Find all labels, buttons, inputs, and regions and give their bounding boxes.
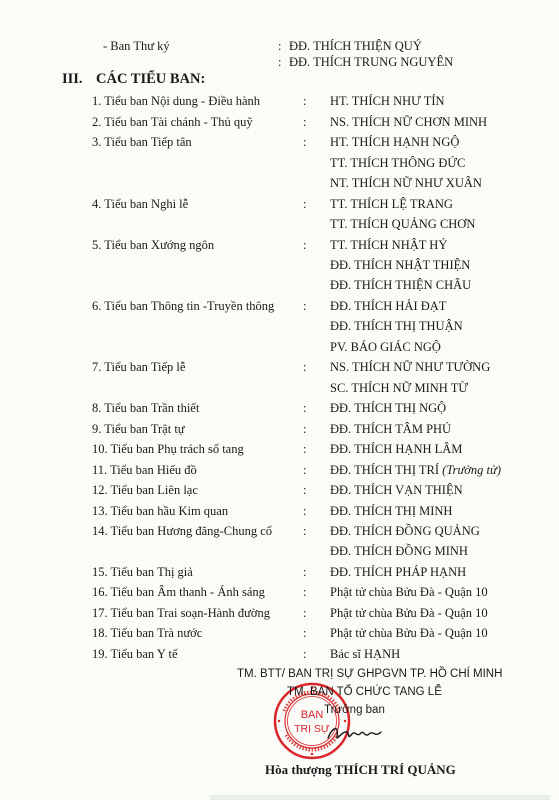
secretary-label: - Ban Thư ký bbox=[103, 39, 170, 53]
committee-member bbox=[330, 237, 447, 253]
committee-member bbox=[330, 318, 463, 334]
member-name: ĐĐ. THÍCH TÂM PHÚ bbox=[330, 421, 452, 436]
seal-text-line1: BAN bbox=[300, 709, 324, 721]
committee-member bbox=[330, 339, 441, 355]
committee-label: 15. Tiểu ban Thị giả bbox=[92, 564, 193, 579]
member-name: NS. THÍCH NỮ CHƠN MINH bbox=[330, 114, 488, 129]
committee-label: 11. Tiểu ban Hiếu đồ bbox=[92, 462, 197, 477]
committee-member bbox=[330, 482, 463, 498]
member-name: ĐĐ. THÍCH THIỆN CHÂU bbox=[330, 278, 472, 293]
colon: : bbox=[303, 524, 307, 539]
colon: : bbox=[303, 135, 307, 150]
secretary-member: ĐĐ. THÍCH TRUNG NGUYÊN bbox=[289, 55, 454, 69]
colon: : bbox=[303, 462, 307, 477]
colon: : bbox=[303, 299, 307, 313]
member-name: HT. THÍCH NHƯ TÍN bbox=[330, 94, 445, 108]
member-name: HT. THÍCH HẠNH NGỘ bbox=[330, 135, 460, 150]
committee-member bbox=[330, 421, 451, 437]
member-name: ĐĐ. THÍCH PHÁP HẠNH bbox=[330, 564, 467, 579]
member-name: TT. THÍCH THÔNG ĐỨC bbox=[330, 155, 466, 170]
colon: : bbox=[303, 114, 307, 129]
member-note: (Trưởng tử) bbox=[442, 462, 502, 477]
member-name: ĐĐ. THÍCH THỊ MINH bbox=[330, 503, 453, 518]
member-name: PV. BÁO GIÁC NGỘ bbox=[330, 339, 441, 354]
committee-label: 16. Tiểu ban Âm thanh - Ánh sáng bbox=[92, 585, 265, 600]
committee-member bbox=[330, 298, 446, 314]
member-name: SC. THÍCH NỮ MINH TỪ bbox=[330, 380, 469, 395]
committee-label: 2. Tiểu ban Tài chánh - Thủ quỹ bbox=[92, 114, 253, 129]
section-title: CÁC TIỂU BAN: bbox=[96, 71, 206, 87]
committee-member bbox=[330, 257, 470, 273]
committee-member bbox=[330, 605, 488, 621]
committee-member bbox=[330, 134, 459, 150]
committee-member bbox=[330, 625, 488, 641]
committee-label: 18. Tiểu ban Trà nước bbox=[92, 626, 203, 641]
page-edge bbox=[210, 795, 550, 800]
colon: : bbox=[303, 360, 307, 375]
member-name: Phật tử chùa Bửu Đà - Quận 10 bbox=[330, 605, 488, 620]
member-name: ĐĐ. THÍCH THỊ THUẬN bbox=[330, 319, 463, 334]
committee-member bbox=[330, 359, 490, 375]
member-name: NS. THÍCH NỮ NHƯ TƯỜNG bbox=[330, 360, 491, 375]
committee-member bbox=[330, 503, 452, 519]
member-name: ĐĐ. THÍCH HẠNH LÂM bbox=[330, 442, 463, 457]
member-name: ĐĐ. THÍCH ĐỒNG MINH bbox=[330, 544, 468, 559]
committee-member bbox=[330, 646, 400, 662]
member-name: Phật tử chùa Bửu Đà - Quận 10 bbox=[330, 626, 488, 641]
committee-label: 4. Tiểu ban Nghi lễ bbox=[92, 196, 189, 211]
committee-label: 3. Tiểu ban Tiếp tân bbox=[92, 135, 192, 150]
committee-member bbox=[330, 277, 471, 293]
committee-label: 13. Tiểu ban hầu Kim quan bbox=[92, 503, 229, 518]
section-number: III. bbox=[62, 71, 83, 87]
member-name: TT. THÍCH LỆ TRANG bbox=[330, 196, 453, 211]
colon: : bbox=[303, 237, 307, 252]
committee-label: 7. Tiểu ban Tiếp lễ bbox=[92, 360, 186, 375]
committee-member bbox=[330, 93, 445, 109]
committee-label: 19. Tiểu ban Y tế bbox=[92, 646, 178, 661]
member-name: ĐĐ. THÍCH VẠN THIỆN bbox=[330, 483, 463, 498]
signature-line-1: TM. BTT/ BAN TRỊ SỰ GHPGVN TP. HỒ CHÍ MINH bbox=[237, 668, 503, 680]
seal-text-line2: TRỊ SỰ bbox=[294, 723, 330, 735]
committee-member bbox=[330, 523, 480, 539]
colon: : bbox=[303, 626, 307, 641]
committee-member bbox=[330, 441, 462, 457]
member-name: ĐĐ. THÍCH ĐỒNG QUẢNG bbox=[330, 524, 480, 539]
committee-member bbox=[330, 196, 453, 212]
section-heading bbox=[62, 71, 205, 88]
member-name: TT. THÍCH QUẢNG CHƠN bbox=[330, 217, 476, 231]
committee-label: 10. Tiểu ban Phụ trách sổ tang bbox=[92, 442, 244, 457]
member-name: Phật tử chùa Bửu Đà - Quận 10 bbox=[330, 585, 488, 600]
colon: : bbox=[303, 503, 307, 518]
committee-member bbox=[330, 564, 466, 580]
committee-label: 5. Tiểu ban Xướng ngôn bbox=[92, 237, 215, 252]
committee-label: 12. Tiểu ban Liên lạc bbox=[92, 483, 198, 498]
committee-member bbox=[330, 175, 482, 191]
committee-member bbox=[330, 380, 468, 396]
signature-line-3: Trưởng ban bbox=[324, 704, 385, 716]
secretary-member: ĐĐ. THÍCH THIỆN QUÝ bbox=[289, 39, 422, 53]
colon: : bbox=[303, 94, 307, 108]
committee-label: 17. Tiểu ban Trai soạn-Hành đường bbox=[92, 605, 270, 620]
signature-line-2: TM. BAN TỔ CHỨC TANG LỄ bbox=[287, 686, 442, 698]
committee-label: 8. Tiểu ban Trần thiết bbox=[92, 401, 200, 416]
committee-member bbox=[330, 114, 487, 130]
committee-member bbox=[330, 584, 488, 600]
committee-label: 6. Tiểu ban Thông tin -Truyền thông bbox=[92, 299, 275, 313]
committee-member bbox=[330, 543, 468, 559]
member-name: TT. THÍCH NHẬT HỶ bbox=[330, 237, 448, 252]
colon: : bbox=[303, 196, 307, 211]
colon: : bbox=[303, 564, 307, 579]
member-name: ĐĐ. THÍCH THỊ NGỘ bbox=[330, 401, 447, 416]
committee-label: 1. Tiểu ban Nội dung - Điều hành bbox=[92, 94, 261, 108]
committee-member bbox=[330, 216, 475, 232]
committee-label: 14. Tiểu ban Hương đăng-Chung cổ bbox=[92, 524, 273, 539]
colon: : bbox=[303, 605, 307, 620]
colon: : bbox=[278, 39, 282, 53]
colon: : bbox=[303, 646, 307, 661]
member-name: Bác sĩ HẠNH bbox=[330, 646, 401, 661]
member-name: NT. THÍCH NỮ NHƯ XUÂN bbox=[330, 176, 482, 190]
colon: : bbox=[303, 421, 307, 436]
member-name: ĐĐ. THÍCH NHẬT THIỆN bbox=[330, 258, 471, 272]
colon: : bbox=[278, 55, 282, 69]
colon: : bbox=[303, 585, 307, 600]
committee-member bbox=[330, 155, 465, 171]
committee-member bbox=[330, 400, 446, 416]
committee-label: 9. Tiểu ban Trật tự bbox=[92, 421, 185, 436]
signatory-name: Hòa thượng THÍCH TRÍ QUẢNG bbox=[265, 762, 456, 777]
colon: : bbox=[303, 442, 307, 457]
handwritten-signature bbox=[325, 722, 385, 746]
committee-member bbox=[330, 462, 501, 478]
colon: : bbox=[303, 483, 307, 498]
colon: : bbox=[303, 401, 307, 416]
member-name: ĐĐ. THÍCH HẢI ĐẠT bbox=[330, 299, 447, 313]
member-name: ĐĐ. THÍCH THỊ TRÍ bbox=[330, 462, 440, 477]
